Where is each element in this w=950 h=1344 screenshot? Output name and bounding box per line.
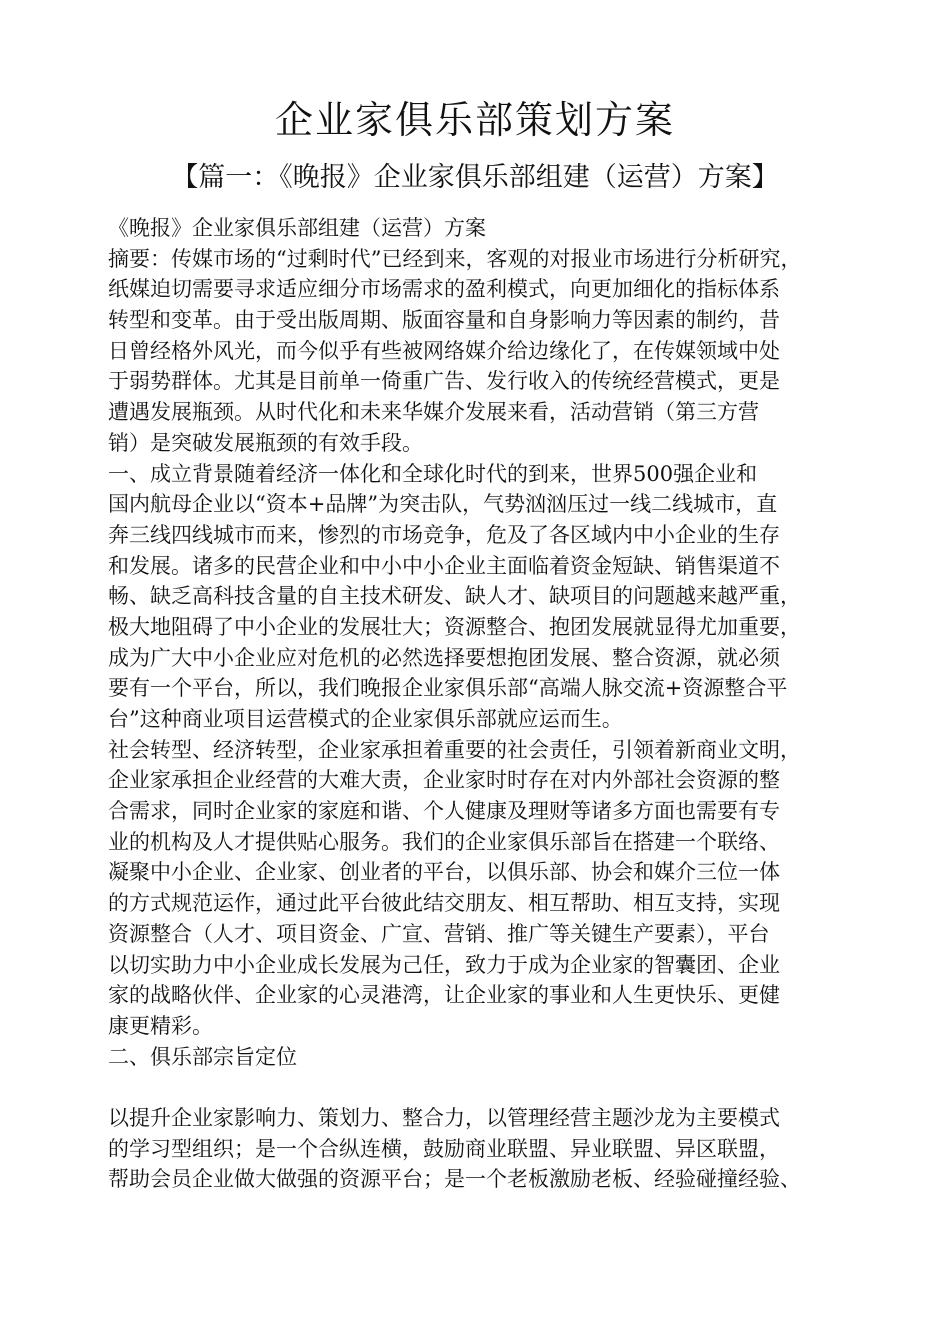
body-line: 业的机构及人才提供贴心服务。我们的企业家俱乐部旨在搭建一个联络、 <box>108 829 780 854</box>
body-line: 国内航母企业以“资本+品牌”为突击队，气势汹汹压过一线二线城市，直 <box>108 492 778 517</box>
section-heading: 二、俱乐部宗旨定位 <box>108 1044 297 1069</box>
body-line: 家的战略伙伴、企业家的心灵港湾，让企业家的事业和人生更快乐、更健 <box>108 983 780 1008</box>
body-line: 纸媒迫切需要寻求适应细分市场需求的盈利模式，向更加细化的指标体系 <box>108 277 780 302</box>
body-line: 一、成立背景随着经济一体化和全球化时代的到来，世界500强企业和 <box>108 461 758 486</box>
body-line: 的学习型组织；是一个合纵连横，鼓励商业联盟、异业联盟、异区联盟， <box>108 1136 780 1161</box>
body-line: 转型和变革。由于受出版周期、版面容量和自身影响力等因素的制约，昔 <box>108 308 780 333</box>
body-line: 台”这种商业项目运营模式的企业家俱乐部就应运而生。 <box>108 707 623 731</box>
body-line: 成为广大中小企业应对危机的必然选择要想抱团发展、整合资源，就必须 <box>108 645 780 670</box>
body-line: 以切实助力中小企业成长发展为己任，致力于成为企业家的智囊团、企业 <box>108 952 780 977</box>
body-line: 合需求，同时企业家的家庭和谐、个人健康及理财等诸多方面也需要有专 <box>108 799 780 824</box>
body-line: 日曾经格外风光，而今似乎有些被网络媒介给边缘化了，在传媒领域中处 <box>108 338 780 363</box>
document-title: 企业家俱乐部策划方案 <box>274 98 675 142</box>
body-line: 遭遇发展瓶颈。从时代化和未来华媒介发展来看，活动营销（第三方营 <box>108 400 759 425</box>
body-line: 社会转型、经济转型，企业家承担着重要的社会责任，引领着新商业文明， <box>108 737 801 762</box>
body-line: 摘要：传媒市场的“过剩时代”已经到来，客观的对报业市场进行分析研究， <box>108 246 802 271</box>
body-line: 于弱势群体。尤其是目前单一倚重广告、发行收入的传统经营模式，更是 <box>108 369 780 394</box>
body-line: 帮助会员企业做大做强的资源平台；是一个老板激励老板、经验碰撞经验、 <box>108 1167 801 1192</box>
body-line: 凝聚中小企业、企业家、创业者的平台，以俱乐部、协会和媒介三位一体 <box>108 860 780 885</box>
body-line: 的方式规范运作，通过此平台彼此结交朋友、相互帮助、相互支持，实现 <box>108 891 780 916</box>
body-line: 奔三线四线城市而来，惨烈的市场竞争，危及了各区域内中小企业的生存 <box>108 522 780 547</box>
body-line: 和发展。诸多的民营企业和中小中小企业主面临着资金短缺、销售渠道不 <box>108 553 780 578</box>
body-line: 资源整合（人才、项目资金、广宣、营销、推广等关键生产要素），平台 <box>108 921 770 946</box>
body-line: 以提升企业家影响力、策划力、整合力，以管理经营主题沙龙为主要模式 <box>108 1105 780 1130</box>
document-subtitle: 【篇一：《晚报》企业家俱乐部组建（运营）方案】 <box>171 162 779 193</box>
body-line: 畅、缺乏高科技含量的自主技术研发、缺人才、缺项目的问题越来越严重， <box>108 584 801 609</box>
body-line: 《晚报》企业家俱乐部组建（运营）方案 <box>108 216 486 240</box>
body-line: 极大地阻碍了中小企业的发展壮大；资源整合、抱团发展就显得尤加重要， <box>108 614 801 639</box>
body-line: 康更精彩。 <box>108 1013 213 1038</box>
body-line: 企业家承担企业经营的大难大责，企业家时时存在对内外部社会资源的整 <box>108 768 780 793</box>
body-line: 要有一个平台，所以，我们晚报企业家俱乐部“高端人脉交流+资源整合平 <box>108 676 788 701</box>
body-line: 销）是突破发展瓶颈的有效手段。 <box>108 430 423 455</box>
document-body <box>108 213 868 1195</box>
